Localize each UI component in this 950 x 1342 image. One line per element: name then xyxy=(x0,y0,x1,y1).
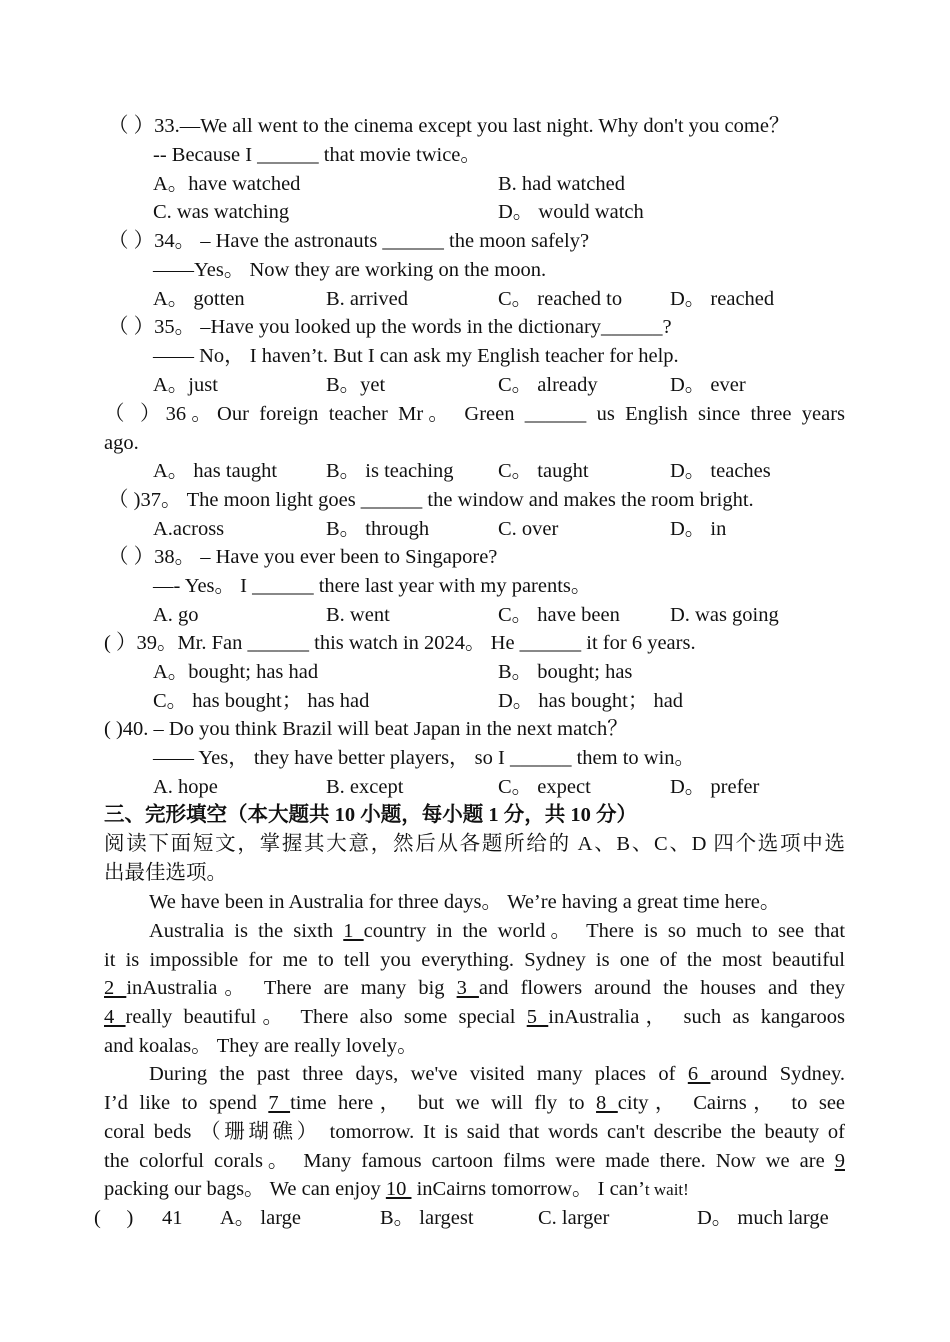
q40-option-c: C。 expect xyxy=(498,776,591,798)
q35-option-a: A。just xyxy=(153,374,218,396)
question-37-stem: （ )37。 The moon light goes ______ the window and makes the room bright. xyxy=(108,489,754,511)
q41-option-d: D。 much large xyxy=(697,1207,829,1229)
q39-option-c: C。 has bought； has had xyxy=(153,690,370,712)
q39-option-d: D。 has bought； had xyxy=(498,690,684,712)
blank-7: 7 xyxy=(268,1092,291,1114)
question-38-reply: —- Yes。 I ______ there last year with my parents。 xyxy=(153,575,592,597)
section-instructions: 阅读下面短文，掌握其大意，然后从各题所给的 A、B、C、D 四个选项中选 xyxy=(104,833,845,855)
passage-line-6: and koalas。 They are really lovely。 xyxy=(104,1035,418,1057)
q33-option-d: D。 would watch xyxy=(498,201,644,223)
q36-option-c: C。 taught xyxy=(498,460,589,482)
q41-option-a: A。 large xyxy=(220,1207,302,1229)
blank-2: 2 xyxy=(104,977,127,999)
q36-option-d: D。 teaches xyxy=(670,460,771,482)
q37-option-b: B。 through xyxy=(326,518,430,540)
q33-option-c: C. was watching xyxy=(153,201,290,223)
q33-option-b: B. had watched xyxy=(498,173,625,195)
blank-9: 9 xyxy=(834,1150,845,1172)
blank-8: 8 xyxy=(596,1092,618,1114)
q41-option-c: C. larger xyxy=(538,1207,610,1229)
q41-number: 41 xyxy=(162,1207,183,1229)
q34-option-b: B. arrived xyxy=(326,288,408,310)
q37-option-d: D。 in xyxy=(670,518,727,540)
q38-option-d: D. was going xyxy=(670,604,779,626)
question-34-stem: （ ）34。 – Have the astronauts ______ the moon safely? xyxy=(108,230,590,252)
question-40-stem: ( )40. – Do you think Brazil will beat Japan in the next match？ xyxy=(104,718,628,740)
passage-line-10: the colorful corals。 Many famous cartoon films were made there. Now we are 9 xyxy=(104,1150,845,1172)
question-40-reply: —— Yes， they have better players， so I ______ them to win。 xyxy=(153,747,696,769)
question-38-stem: （ ）38。 – Have you ever been to Singapore? xyxy=(108,546,498,568)
passage-line-7: During the past three days, we've visited many places of 6 around Sydney. xyxy=(149,1063,845,1085)
blank-3: 3 xyxy=(456,977,479,999)
q36-option-b: B。 is teaching xyxy=(326,460,454,482)
q39-option-b: B。 bought; has xyxy=(498,661,633,683)
q37-option-c: C. over xyxy=(498,518,559,540)
q35-option-d: D。 ever xyxy=(670,374,746,396)
passage-line-3: it is impossible for me to tell you everything. Sydney is one of the most beautiful xyxy=(104,949,845,971)
question-39-stem: ( ）39。Mr. Fan ______ this watch in 2024。 He ______ it for 6 years. xyxy=(104,632,696,654)
question-34-reply: ——Yes。 Now they are working on the moon. xyxy=(153,259,547,281)
blank-4: 4 xyxy=(104,1006,126,1028)
question-33-reply: -- Because I ______ that movie twice。 xyxy=(153,144,481,166)
q38-option-a: A. go xyxy=(153,604,199,626)
passage-line-5: 4 really beautiful。 There also some special 5 inAustralia， such as kangaroos xyxy=(104,1006,845,1028)
q38-option-b: B. went xyxy=(326,604,390,626)
question-36-stem-cont: ago. xyxy=(104,432,139,454)
passage-line-8: I’d like to spend 7 time here， but we will fly to 8 city， Cairns， to see xyxy=(104,1092,846,1114)
q34-option-d: D。 reached xyxy=(670,288,775,310)
passage-line-9: coral beds （珊瑚礁） tomorrow. It is said that words can't describe the beauty of xyxy=(104,1121,845,1143)
q36-option-a: A。 has taught xyxy=(153,460,278,482)
blank-10: 10 xyxy=(385,1178,412,1200)
question-36-stem: （ ）36。Our foreign teacher Mr。 Green ______ us English since three years xyxy=(104,403,845,425)
q41-option-b: B。 largest xyxy=(380,1207,474,1229)
q34-option-c: C。 reached to xyxy=(498,288,623,310)
q40-option-b: B. except xyxy=(326,776,404,798)
question-33-stem: （ ）33.—We all went to the cinema except you last night. Why don't you come？ xyxy=(108,115,790,137)
question-35-stem: （ ）35。 –Have you looked up the words in the dictionary______? xyxy=(108,316,672,338)
q34-option-a: A。 gotten xyxy=(153,288,245,310)
q33-option-a: A。have watched xyxy=(153,173,301,195)
q38-option-c: C。 have been xyxy=(498,604,620,626)
blank-6: 6 xyxy=(687,1063,711,1085)
q40-option-d: D。 prefer xyxy=(670,776,760,798)
section-instructions-cont: 出最佳选项。 xyxy=(104,862,227,884)
section-heading: 三、完形填空（本大题共 10 小题，每小题 1 分，共 10 分） xyxy=(104,804,637,826)
q35-option-b: B。yet xyxy=(326,374,386,396)
blank-5: 5 xyxy=(526,1006,549,1028)
q40-option-a: A. hope xyxy=(153,776,218,798)
passage-line-11: packing our bags。 We can enjoy 10 inCairns tomorrow。 I can’t wait! xyxy=(104,1178,689,1200)
passage-line-1: We have been in Australia for three days。 We’re having a great time here。 xyxy=(149,891,781,913)
q35-option-c: C。 already xyxy=(498,374,598,396)
q37-option-a: A.across xyxy=(153,518,225,540)
q39-option-a: A。bought; has had xyxy=(153,661,319,683)
passage-line-4: 2 inAustralia。 There are many big 3 and flowers around the houses and they xyxy=(104,977,846,999)
question-35-reply: —— No， I haven’t. But I can ask my English teacher for help. xyxy=(153,345,679,367)
blank-1: 1 xyxy=(343,920,364,942)
q41-answer-paren: ( ) xyxy=(94,1207,134,1229)
passage-line-2: Australia is the sixth 1 country in the world。 There is so much to see that xyxy=(149,920,846,942)
